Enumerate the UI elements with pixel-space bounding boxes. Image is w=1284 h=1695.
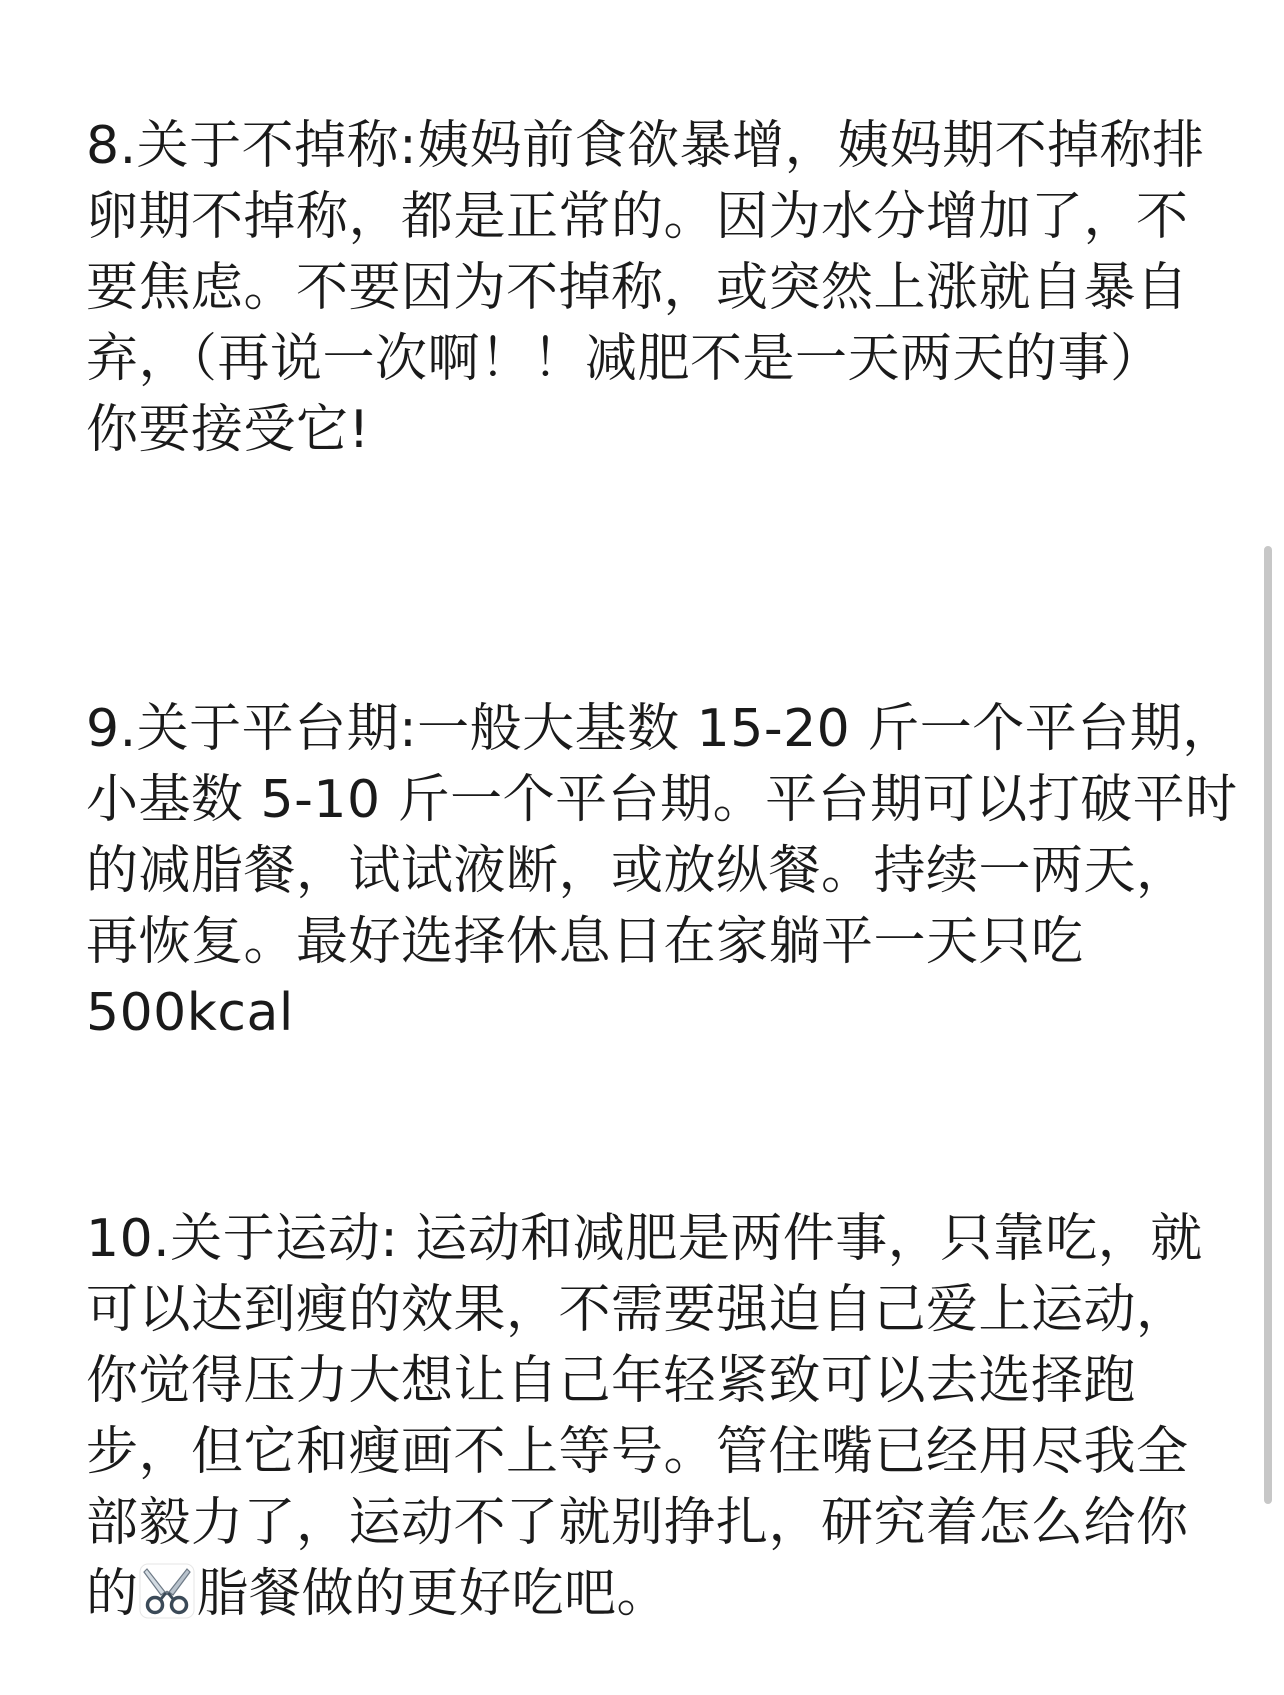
text-line: 小基数 5-10 斤一个平台期。平台期可以打破平时 [86,770,1238,830]
text-line: 500kcal [86,983,294,1043]
text-line: 卵期不掉称，都是正常的。因为水分增加了，不 [86,187,1189,247]
vertical-scrollbar[interactable] [1264,0,1274,1695]
text-line: 弃，（再说一次啊！！减肥不是一天两天的事） [86,329,1163,389]
text-line: 你觉得压力大想让自己年轻紧致可以去选择跑 [86,1351,1137,1411]
text-line-with-icon [86,1559,1196,1630]
note-paragraph-10 [86,1204,1203,1630]
text-line: 要焦虑。不要因为不掉称，或突然上涨就自暴自 [86,258,1189,318]
text-line: 步，但它和瘦画不上等号。管住嘴已经用尽我全 [86,1422,1189,1482]
scrollbar-thumb[interactable] [1264,546,1272,1504]
text-line: 9.关于平台期:一般大基数 15-20 斤一个平台期， [86,699,1235,759]
text-line: 再恢复。最好选择休息日在家躺平一天只吃 [86,912,1084,972]
text-line: 部毅力了，运动不了就别挣扎，研究着怎么给你 [86,1493,1189,1553]
text-fragment: 的 [86,1564,139,1624]
text-line: 的减脂餐，试试液断，或放纵餐。持续一两天， [86,841,1189,901]
scissors-icon [139,1563,195,1619]
note-paragraph-8 [86,111,1205,466]
text-line: 可以达到瘦的效果，不需要强迫自己爱上运动， [86,1280,1189,1340]
text-line: 8.关于不掉称:姨妈前食欲暴增，姨妈期不掉称排 [86,116,1205,176]
text-line: 你要接受它! [86,400,370,460]
note-paragraph-9 [86,694,1238,1049]
text-line: 10.关于运动: 运动和减肥是两件事，只靠吃，就 [86,1209,1203,1269]
text-fragment: 脂餐做的更好吃吧。 [196,1564,670,1624]
